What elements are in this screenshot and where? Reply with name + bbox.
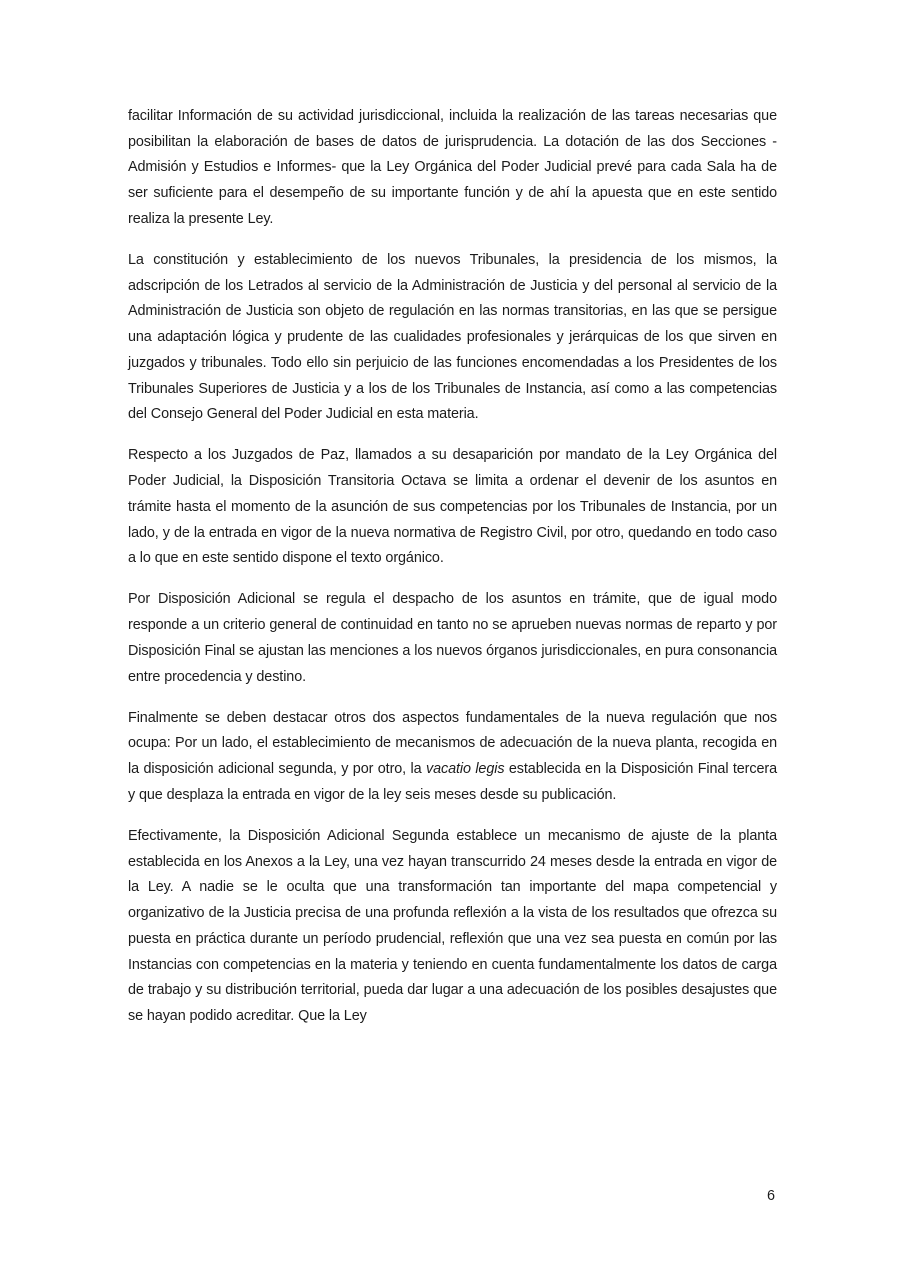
paragraph bbox=[128, 587, 777, 690]
paragraph bbox=[128, 706, 777, 809]
paragraph bbox=[128, 248, 777, 428]
page-number: 6 bbox=[766, 1188, 775, 1204]
text-run: Respecto a los Juzgados de Paz, llamados a su desaparición por mandato de la Ley Orgánica del Poder Judicial, la Disposición Transitoria Octava se limita a ordenar el devenir de los asuntos en trámite hasta el momento de la asunción de sus competencias por los Tribunales de Instancia, por un lado, y de la entrada en vigor de la nueva normativa de Registro Civil, por otro, quedando en todo caso a lo que en este sentido dispone el texto orgánico. bbox=[128, 447, 777, 567]
italic-text-run: vacatio legis bbox=[425, 761, 505, 778]
text-run: Efectivamente, la Disposición Adicional Segunda establece un mecanismo de ajuste de la planta establecida en los Anexos a la Ley, una vez hayan transcurrido 24 meses desde la entrada en vigor de la Ley. A nadie se le oculta que una transformación tan importante del mapa competencial y organizativo de la Justicia precisa de una profunda reflexión a la vista de los resultados que ofrezca su puesta en práctica durante un período prudencial, reflexión que una vez sea puesta en común por las Instancias con competencias en la materia y teniendo en cuenta fundamentalmente los datos de carga de trabajo y su distribución territorial, pueda dar lugar a una adecuación de los posibles desajustes que se hayan podido acreditar. Que la Ley bbox=[128, 828, 777, 1024]
text-run: Finalmente se deben destacar otros dos aspectos fundamentales de la nueva regulación que nos ocupa: Por un lado, el establecimiento de mecanismos de adecuación de la nueva planta, recogida en la disposición adicional segunda, y por otro, la bbox=[128, 709, 777, 778]
text-run: establecida en la Disposición Final tercera y que desplaza la entrada en vigor de la ley seis meses desde su publicación. bbox=[128, 761, 777, 803]
paragraph bbox=[128, 443, 777, 572]
text-run: La constitución y establecimiento de los nuevos Tribunales, la presidencia de los mismos, la adscripción de los Letrados al servicio de la Administración de Justicia y del personal al servicio de la Administración de Justicia son objeto de regulación en las normas transitorias, en las que se persigue una adaptación lógica y prudente de las cualidades profesionales y jerárquicas de los que sirven en juzgados y tribunales. Todo ello sin perjuicio de las funciones encomendadas a los Presidentes de los Tribunales Superiores de Justicia y a los de los Tribunales de Instancia, así como a las competencias del Consejo General del Poder Judicial en esta materia. bbox=[128, 252, 777, 423]
document-body bbox=[128, 104, 777, 1045]
paragraph bbox=[128, 824, 777, 1030]
paragraph bbox=[128, 104, 777, 233]
text-run: facilitar Información de su actividad jurisdiccional, incluida la realización de las tareas necesarias que posibilitan la elaboración de bases de datos de jurisprudencia. La dotación de las dos Secciones -Admisión y Estudios e Informes- que la Ley Orgánica del Poder Judicial prevé para cada Sala ha de ser suficiente para el desempeño de su importante función y de ahí la apuesta que en este sentido realiza la presente Ley. bbox=[128, 108, 777, 227]
text-run: Por Disposición Adicional se regula el despacho de los asuntos en trámite, que de igual modo responde a un criterio general de continuidad en tanto no se aprueben nuevas normas de reparto y por Disposición Final se ajustan las menciones a los nuevos órganos jurisdiccionales, en pura consonancia entre procedencia y destino. bbox=[128, 591, 777, 685]
